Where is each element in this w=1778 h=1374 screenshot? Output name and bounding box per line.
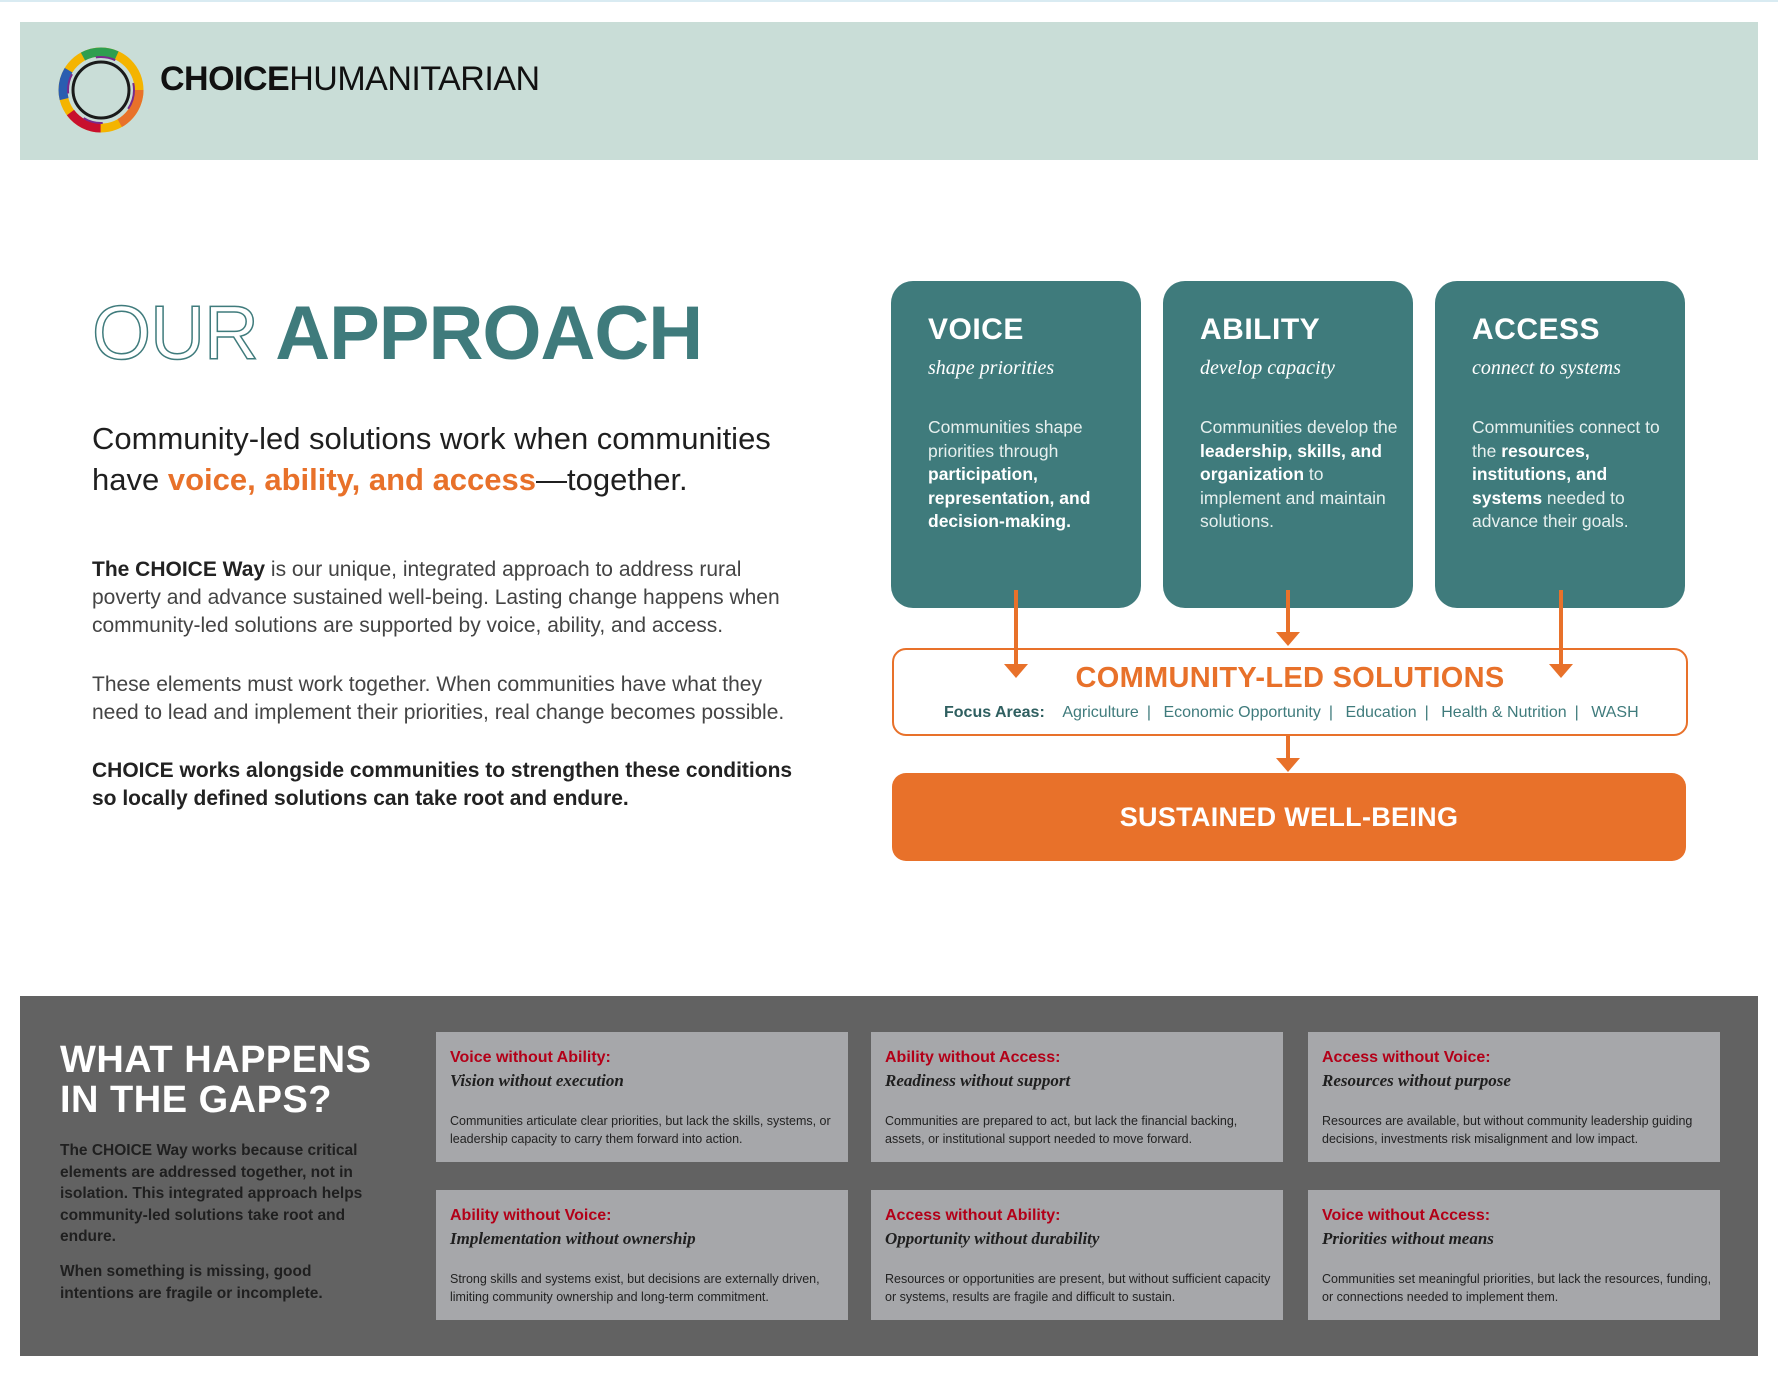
intro-paragraph-3: CHOICE works alongside communities to strengthen these conditions so locally defined solutions can take root and endure.: [92, 759, 793, 810]
pillar-title: ACCESS: [1472, 313, 1601, 346]
intro-paragraph-1: [92, 556, 812, 640]
focus-separator: |: [1574, 704, 1579, 721]
pillar-body-bold: resources, institutions, and systems: [1472, 440, 1608, 508]
title-outline-word: OUR: [92, 291, 258, 376]
gap-card-body: Resources or opportunities are present, but without sufficient capacity or systems, results are fragile and difficult to sustain.: [885, 1272, 1271, 1304]
pillar-body-text: Communities develop the: [1200, 417, 1398, 437]
pillar-title: ABILITY: [1200, 313, 1321, 346]
tagline-highlight: voice, ability, and access: [167, 462, 537, 497]
brand-light: HUMANITARIAN: [289, 60, 540, 98]
gap-card-title: Access without Voice:: [1322, 1049, 1491, 1066]
gap-card-title: Voice without Ability:: [450, 1049, 611, 1066]
pillar-subtitle: develop capacity: [1200, 357, 1335, 379]
brand-bold: CHOICE: [160, 60, 290, 98]
gaps-section: [20, 996, 1758, 1356]
gap-card: [436, 1032, 848, 1162]
header-banner: [20, 22, 1758, 160]
gap-card-subtitle: Opportunity without durability: [885, 1229, 1100, 1248]
solutions-title: COMMUNITY-LED SOLUTIONS: [1075, 662, 1505, 694]
gap-card-subtitle: Implementation without ownership: [450, 1229, 696, 1248]
sustained-well-being-banner: SUSTAINED WELL-BEING: [892, 773, 1686, 861]
pillar-subtitle: connect to systems: [1472, 357, 1621, 379]
gap-card: [1308, 1190, 1720, 1320]
focus-area-item: Health & Nutrition: [1441, 704, 1567, 721]
focus-separator: |: [1328, 704, 1333, 721]
focus-areas-label: Focus Areas:: [944, 704, 1045, 721]
pillar-body: [928, 416, 1128, 534]
intro-paragraph-2: These elements must work together. When communities have what they need to lead and implement their priorities, real change becomes possible.: [92, 673, 785, 724]
focus-areas: [944, 704, 1639, 722]
arrow-down-icon: [1276, 734, 1300, 772]
title-solid-word: APPROACH: [275, 291, 703, 376]
gap-card-body: Communities are prepared to act, but lack the financial backing, assets, or institutional support needed to move forward.: [885, 1114, 1238, 1146]
focus-separator: |: [1424, 704, 1429, 721]
pillar-voice: [891, 281, 1141, 608]
pillar-body-text: needed to advance their goals.: [1472, 487, 1629, 531]
gap-card-body: Strong skills and systems exist, but decisions are externally driven, limiting community ownership and long-term commitment.: [450, 1272, 820, 1304]
gaps-title-line1: WHAT HAPPENS: [60, 1039, 372, 1081]
gap-card-title: Access without Ability:: [885, 1207, 1061, 1224]
gap-card-title: Ability without Access:: [885, 1049, 1061, 1066]
gap-card-body: Communities set meaningful priorities, but lack the resources, funding, or connections needed to implement them.: [1322, 1272, 1712, 1304]
gap-card: [1308, 1032, 1720, 1162]
pillar-access: [1435, 281, 1685, 608]
focus-area-item: Economic Opportunity: [1163, 704, 1321, 721]
pillar-body: [1200, 416, 1400, 534]
gaps-paragraph-1: The CHOICE Way works because critical elements are addressed together, not in isolation. This integrated approach helps community-led solutions take root and endure.: [60, 1142, 363, 1245]
pillar-body-text: to implement and maintain solutions.: [1200, 464, 1386, 531]
gap-card-title: Ability without Voice:: [450, 1207, 612, 1224]
tagline-line1: Community-led solutions work when communities: [92, 421, 771, 456]
pillar-title: VOICE: [928, 313, 1024, 346]
gap-card-title: Voice without Access:: [1322, 1207, 1491, 1224]
pillar-body-bold: participation, representation, and decision-making.: [928, 464, 1091, 531]
pillar-body: [1472, 416, 1672, 534]
brand-wordmark: [160, 62, 540, 96]
gap-card-body: Resources are available, but without community leadership guiding decisions, investments risk misalignment and low impact.: [1322, 1114, 1693, 1146]
focus-separator: |: [1146, 704, 1151, 721]
focus-area-item: Education: [1345, 704, 1417, 721]
intro-p1-rest: is our unique, integrated approach to address rural poverty and advance sustained well-being. Lasting change happens when community-led solutions are supported by voice, ability, and access.: [92, 558, 780, 637]
gaps-title: [60, 1040, 371, 1120]
gap-card-subtitle: Priorities without means: [1322, 1229, 1494, 1248]
tagline-post: —together.: [536, 462, 688, 497]
pillar-body-text: Communities connect to the: [1472, 417, 1660, 461]
choice-circle-logo-icon: [56, 45, 146, 135]
intro-p1-bold: The CHOICE Way: [92, 558, 266, 581]
gap-card: [871, 1032, 1283, 1162]
pillar-subtitle: shape priorities: [928, 357, 1055, 379]
gaps-title-line2: IN THE GAPS?: [60, 1079, 333, 1121]
gap-card: [871, 1190, 1283, 1320]
gap-card-subtitle: Resources without purpose: [1322, 1071, 1511, 1090]
pillar-ability: [1163, 281, 1413, 608]
gaps-paragraph-2: When something is missing, good intentions are fragile or incomplete.: [60, 1263, 323, 1302]
gap-card: [436, 1190, 848, 1320]
pillar-body-bold: leadership, skills, and organization: [1200, 440, 1382, 484]
gap-card-subtitle: Vision without execution: [450, 1071, 624, 1090]
top-border: [0, 0, 1778, 2]
tagline: [92, 418, 812, 500]
page-title: [92, 291, 703, 376]
gap-card-body: Communities articulate clear priorities, but lack the skills, systems, or leadership capacity to carry them forward into action.: [450, 1114, 831, 1146]
focus-area-item: WASH: [1591, 704, 1639, 721]
focus-area-item: Agriculture: [1062, 704, 1139, 721]
tagline-pre: have: [92, 462, 168, 497]
gap-card-subtitle: Readiness without support: [885, 1071, 1071, 1090]
community-led-solutions-box: [892, 648, 1688, 736]
pillar-body-text: Communities shape priorities through: [928, 417, 1083, 461]
